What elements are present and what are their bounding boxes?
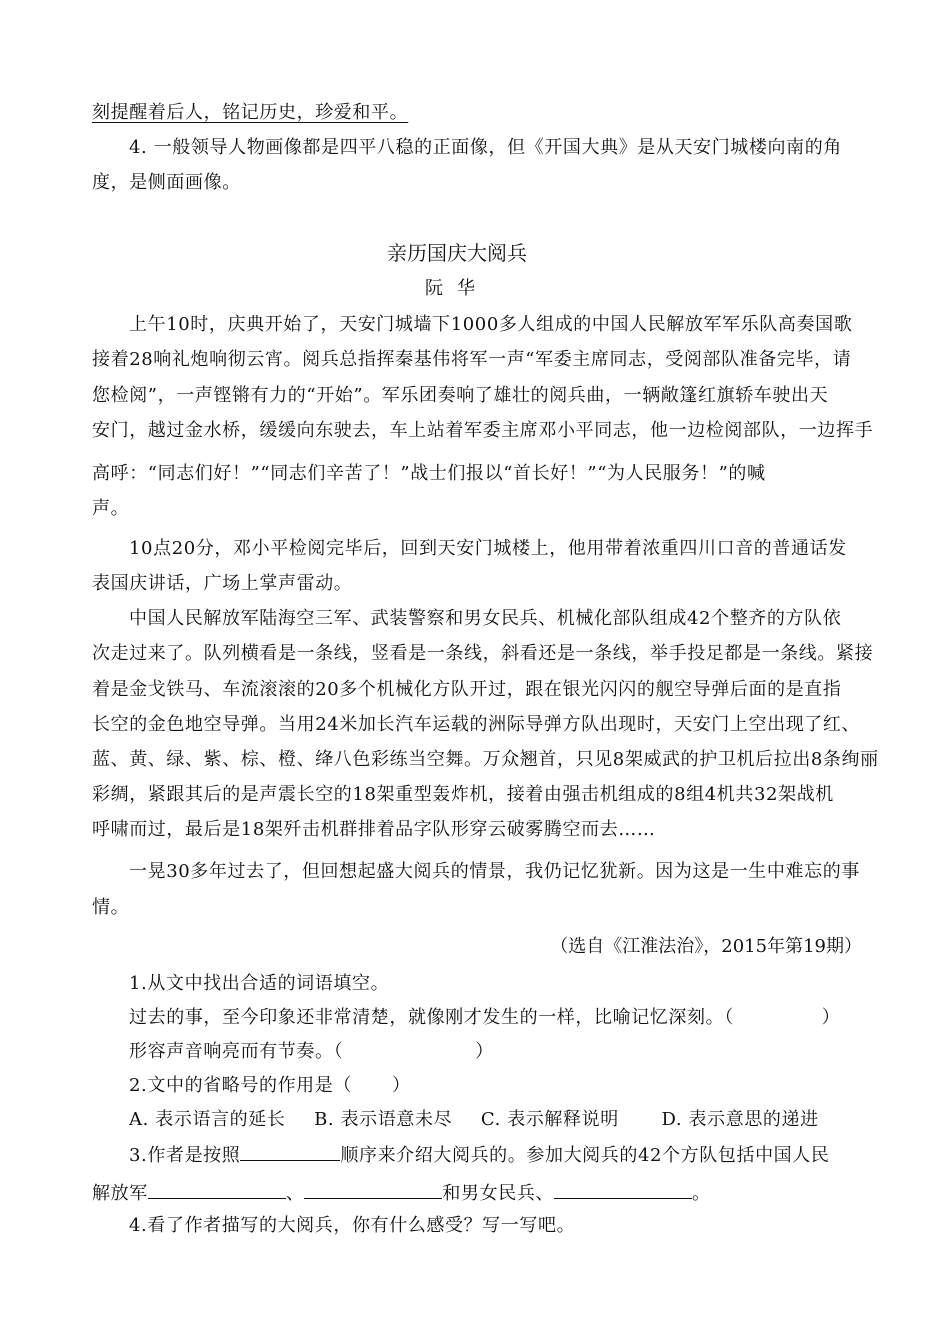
paragraph-3-line: 中国人民解放军陆海空三军、武装警察和男女民兵、机械化部队组成42个整齐的方队依 xyxy=(129,608,842,629)
paragraph-4-line: 情。 xyxy=(92,897,130,918)
option-a[interactable]: A. 表示语言的延长 xyxy=(129,1109,286,1130)
question-3-text-b: 顺序来介绍大阅兵的。参加大阅兵的42个方队包括中国人民 xyxy=(340,1145,830,1166)
paragraph-3-line: 长空的金色地空导弹。当用24米加长汽车运载的洲际导弹方队出现时，天安门上空出现了红、 xyxy=(92,714,861,735)
paragraph-3-line: 次走过来了。队列横看是一条线，竖看是一条线，斜看还是一条线，举手投足都是一条线。紧接 xyxy=(92,643,874,664)
paragraph-1-line: 接着28响礼炮响彻云宵。阅兵总指挥秦基伟将军一声“军委主席同志，受阅部队准备完毕，请 xyxy=(92,349,852,370)
question-3-end: 。 xyxy=(692,1183,711,1204)
question-1b xyxy=(129,1040,862,1064)
prev-text-line: 刻提醒着后人，铭记历史，珍爱和平。 xyxy=(92,102,409,123)
article-title: 亲历国庆大阅兵 xyxy=(387,241,527,265)
paragraph-1-line: 高呼：“同志们好！”“同志们辛苦了！”战士们报以“首长好！”“为人民服务！”的喊 xyxy=(92,463,766,484)
paragraph-3-line: 彩绸，紧跟其后的是声震长空的18架重型轰炸机，接着由强击机组成的8组4机共32架战机 xyxy=(92,784,834,805)
question-1a xyxy=(129,1006,862,1030)
question-1a-text: 过去的事，至今印象还非常清楚，就像刚才发生的一样，比喻记忆深刻。（ xyxy=(129,1007,734,1028)
question-2-text: 2.文中的省略号的作用是（ xyxy=(129,1075,352,1096)
paragraph-1-line: 您检阅”，一声铿锵有力的“开始”。军乐团奏响了雄壮的阅兵曲，一辆敞篷红旗轿车驶出天 xyxy=(92,385,829,406)
option-b[interactable]: B. 表示语意未尽 xyxy=(314,1109,453,1130)
paragraph-1-line: 上午10时，庆典开始了，天安门城墙下1000多人组成的中国人民解放军军乐队高奏国歌 xyxy=(129,314,853,335)
question-2-options xyxy=(129,1108,862,1132)
question-1a-close: ） xyxy=(821,1007,841,1028)
question-3-text-c: 解放军 xyxy=(92,1183,148,1204)
paragraph-1-line: 安门，越过金水桥，缓缓向东驶去，车上站着军委主席邓小平同志，他一边检阅部队，一边挥手 xyxy=(92,420,874,441)
question-3-text-a: 3.作者是按照 xyxy=(129,1145,241,1166)
question-3-text-d: 和男女民兵、 xyxy=(442,1183,555,1204)
option-d[interactable]: D. 表示意思的递进 xyxy=(661,1109,819,1130)
question-1b-close: ） xyxy=(475,1041,494,1062)
option-c[interactable]: C. 表示解释说明 xyxy=(480,1109,619,1130)
paragraph-4-line: 一晃30多年过去了，但回想起盛大阅兵的情景，我仍记忆犹新。因为这是一生中难忘的事 xyxy=(129,861,860,882)
article-author: 阮华 xyxy=(425,278,489,299)
paragraph-1-line: 声。 xyxy=(92,498,130,519)
paragraph-2-line: 表国庆讲话，广场上掌声雷动。 xyxy=(92,573,353,594)
answer-blank-3c[interactable] xyxy=(304,1180,442,1199)
answer-blank-3b[interactable] xyxy=(148,1180,286,1199)
question-2-title xyxy=(129,1074,862,1098)
question-3-line-1 xyxy=(129,1142,862,1168)
question-2-close: ） xyxy=(391,1075,411,1096)
prev-item-4: 4. 一般领导人物画像都是四平八稳的正面像，但《开国大典》是从天安门城楼向南的角 xyxy=(129,137,842,158)
prev-item-4-cont: 度，是侧面画像。 xyxy=(92,172,241,193)
answer-blank-3d[interactable] xyxy=(554,1180,692,1199)
paragraph-3-line: 蓝、黄、绿、紫、棕、橙、绛八色彩练当空舞。万众翘首，只见8架威武的护卫机后拉出8条绚丽 xyxy=(92,749,879,770)
paragraph-3-line: 呼啸而过，最后是18架歼击机群排着品字队形穿云破雾腾空而去…… xyxy=(92,819,656,840)
question-4-title: 4.看了作者描写的大阅兵，你有什么感受？写一写吧。 xyxy=(129,1215,576,1236)
question-3-sep: 、 xyxy=(285,1183,305,1204)
answer-blank-3a[interactable] xyxy=(240,1142,340,1161)
paragraph-3-line: 着是金戈铁马、车流滚滚的20多个机械化方队开过，跟在银光闪闪的舰空导弹后面的是直指 xyxy=(92,679,842,700)
question-3-line-2 xyxy=(92,1180,862,1206)
question-1b-text: 形容声音响亮而有节奏。（ xyxy=(129,1041,344,1062)
article-source: （选自《江淮法治》，2015年第19期） xyxy=(550,936,862,957)
question-1-title: 1.从文中找出合适的词语填空。 xyxy=(129,973,390,994)
paragraph-2-line: 10点20分，邓小平检阅完毕后，回到天安门城楼上，他用带着浓重四川口音的普通话发 xyxy=(129,538,847,559)
